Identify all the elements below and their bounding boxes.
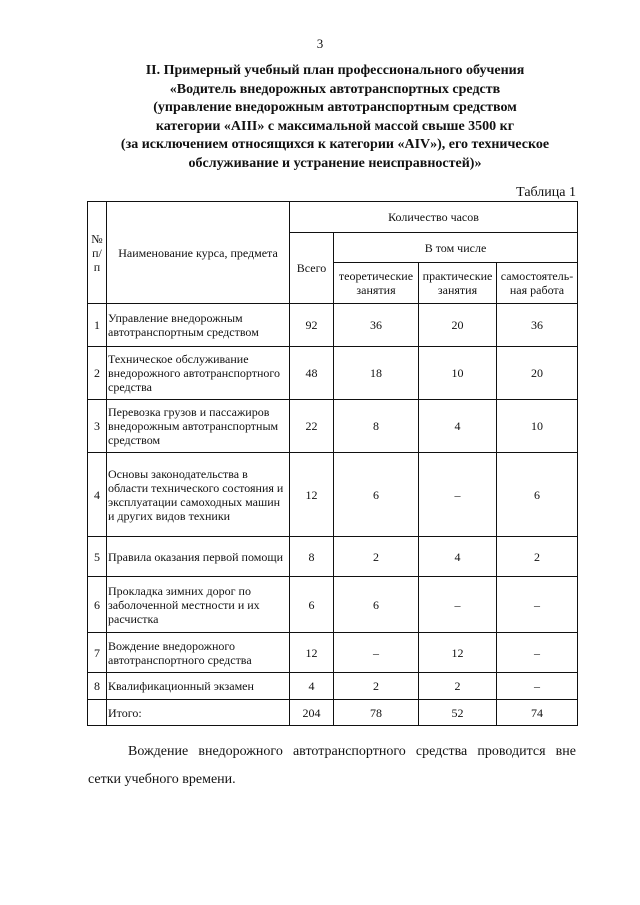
row-theory: 2 xyxy=(334,673,419,700)
row-self: 6 xyxy=(497,453,578,537)
row-name: Вождение внедорожного автотранспортного средства xyxy=(107,633,290,673)
row-name: Основы законодательства в области технического состояния и эксплуатации самоходных машин и других видов техники xyxy=(107,453,290,537)
row-self: 20 xyxy=(497,347,578,400)
total-row-number-empty xyxy=(88,700,107,726)
row-total: 22 xyxy=(290,400,334,453)
row-self: – xyxy=(497,673,578,700)
row-practice: 4 xyxy=(419,400,497,453)
row-number: 4 xyxy=(88,453,107,537)
row-practice: – xyxy=(419,453,497,537)
row-total: 92 xyxy=(290,304,334,347)
row-name: Прокладка зимних дорог по заболоченной местности и их расчистка xyxy=(107,577,290,633)
row-number: 8 xyxy=(88,673,107,700)
table-row xyxy=(88,453,578,537)
heading-line: категории «AIII» с максимальной массой свыше 3500 кг xyxy=(155,118,515,134)
row-number: 3 xyxy=(88,400,107,453)
row-name: Управление внедорожным автотранспортным средством xyxy=(107,304,290,347)
row-name: Техническое обслуживание внедорожного автотранспортного средства xyxy=(107,347,290,400)
heading-line: «Водитель внедорожных автотранспортных средств xyxy=(169,81,501,97)
header-self: самостоятель-ная работа xyxy=(497,263,578,304)
row-theory: 36 xyxy=(334,304,419,347)
total-total: 204 xyxy=(290,700,334,726)
row-self: – xyxy=(497,633,578,673)
header-including: В том числе xyxy=(334,233,578,263)
total-label: Итого: xyxy=(107,700,290,726)
heading-line: обслуживание и устранение неисправностей)» xyxy=(188,155,482,171)
curriculum-table xyxy=(87,201,578,726)
row-number: 6 xyxy=(88,577,107,633)
row-practice: 10 xyxy=(419,347,497,400)
row-total: 8 xyxy=(290,537,334,577)
total-practice: 52 xyxy=(419,700,497,726)
row-total: 6 xyxy=(290,577,334,633)
row-total: 12 xyxy=(290,633,334,673)
row-theory: 6 xyxy=(334,453,419,537)
row-total: 48 xyxy=(290,347,334,400)
row-theory: 2 xyxy=(334,537,419,577)
table-row xyxy=(88,633,578,673)
row-self: – xyxy=(497,577,578,633)
row-total: 12 xyxy=(290,453,334,537)
header-name: Наименование курса, предмета xyxy=(107,202,290,304)
section-heading xyxy=(70,62,600,173)
row-practice: 4 xyxy=(419,537,497,577)
row-self: 10 xyxy=(497,400,578,453)
table-row xyxy=(88,304,578,347)
header-practice: практические занятия xyxy=(419,263,497,304)
table-row xyxy=(88,400,578,453)
table-row xyxy=(88,577,578,633)
header-number: № п/п xyxy=(88,202,107,304)
row-name: Перевозка грузов и пассажиров внедорожным автотранспортным средством xyxy=(107,400,290,453)
heading-line: (за исключением относящихся к категории «AIV»), его техническое xyxy=(120,137,550,152)
row-practice: 12 xyxy=(419,633,497,673)
row-theory: 8 xyxy=(334,400,419,453)
total-theory: 78 xyxy=(334,700,419,726)
header-total: Всего xyxy=(290,233,334,304)
table-row xyxy=(88,537,578,577)
row-name: Квалификационный экзамен xyxy=(107,673,290,700)
footer-note: Вождение внедорожного автотранспортного средства проводится вне сетки учебного времени. xyxy=(88,744,576,787)
heading-line: (управление внедорожным автотранспортным средством xyxy=(153,100,517,115)
row-practice: 20 xyxy=(419,304,497,347)
table-row xyxy=(88,673,578,700)
heading-line: II. Примерный учебный план профессионального обучения xyxy=(145,63,525,78)
total-row xyxy=(88,700,578,726)
row-practice: – xyxy=(419,577,497,633)
row-number: 7 xyxy=(88,633,107,673)
row-number: 1 xyxy=(88,304,107,347)
row-theory: 6 xyxy=(334,577,419,633)
row-number: 5 xyxy=(88,537,107,577)
row-self: 2 xyxy=(497,537,578,577)
row-number: 2 xyxy=(88,347,107,400)
page-number: 3 xyxy=(316,36,324,51)
row-practice: 2 xyxy=(419,673,497,700)
header-hours: Количество часов xyxy=(290,202,578,233)
row-theory: 18 xyxy=(334,347,419,400)
row-theory: – xyxy=(334,633,419,673)
table-row xyxy=(88,347,578,400)
row-self: 36 xyxy=(497,304,578,347)
total-self: 74 xyxy=(497,700,578,726)
header-theory: теоретические занятия xyxy=(334,263,419,304)
row-total: 4 xyxy=(290,673,334,700)
row-name: Правила оказания первой помощи xyxy=(107,537,290,577)
table-caption: Таблица 1 xyxy=(516,185,576,200)
